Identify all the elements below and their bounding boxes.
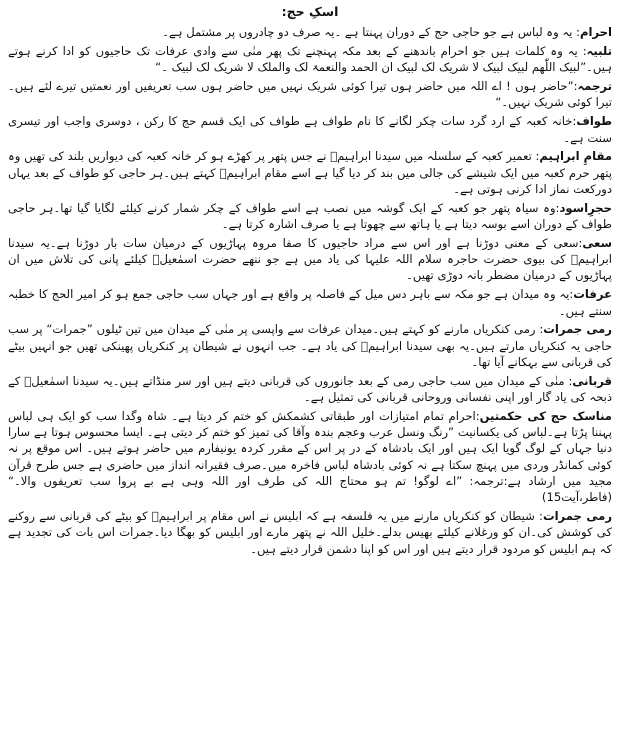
quran-reference: (فاطر،آیت15)	[541, 490, 612, 505]
term-arafat: عرفات	[573, 287, 612, 302]
term-rami-jamarat: رمی جمرات	[543, 322, 612, 337]
term-qurbani: قربانی	[572, 373, 612, 388]
text-talbiya: : یہ وہ کلمات ہیں جو احرام باندھنے کے بعد مکہ پہنچنے تک پھر منٰی سے وادی عرفات تک حاجیوں کو ادا کرنے ہوتے ہیں۔”لبیک اللّٰھم لبیک لبیک لا شریک لک لبیک ان الحمد والنعمۃ لک والملک لا شریک لک لبیک ۔“	[8, 44, 612, 75]
term-ihram: احرام	[579, 25, 612, 40]
paragraph-translation	[8, 78, 612, 111]
page-title: اسکِ حج:	[281, 4, 339, 19]
term-tawaf: طواف	[576, 114, 612, 129]
paragraph-qurbani	[8, 373, 612, 406]
term-sai: سعی	[582, 235, 612, 250]
paragraph-arafat	[8, 286, 612, 319]
term-talbiya: تلبیہ	[586, 44, 612, 59]
paragraph-rami-jamarat	[8, 321, 612, 370]
text-rami-philosophy: : شیطان کو کنکریاں مارنے میں یہ فلسفہ ہے کہ ابلیس نے اس مقام پر ابراہیمؑ کو بیٹے کی قربانی سے روکنے کی کوشش کی۔ان کو ورغلانے کیلئے بھیس بدلے۔خلیل اللہ نے پتھر مارے اور ابلیس کو بھگا دیا۔جمرات اس بات کی تجدید ہے کہ ہم ابلیس کو مردود قرار دیتے ہیں اور اس کو اپنا دشمن قرار دیتے ہیں۔	[8, 509, 612, 556]
paragraph-tawaf	[8, 113, 612, 146]
paragraph-sai	[8, 235, 612, 284]
term-rami-philosophy: رمی جمرات	[542, 509, 612, 524]
text-qurbani: : منٰی کے میدان میں سب حاجی رمی کے بعد جانوروں کی قربانی دیتے ہیں اور سر منڈاتے ہیں۔یہ سیدنا اسمٰعیلؑ کے ذبحہ کی یاد گار اور اپنی نفسانی وروحانی قربانی کی تمثیل ہے۔	[8, 373, 612, 405]
term-hikmat: مناسک حج کی حکمتیں	[479, 408, 612, 423]
paragraph-maqam-ibrahim	[8, 148, 612, 197]
text-rami-jamarat: : رمی کنکریاں مارنے کو کہتے ہیں۔میدان عرفات سے واپسی پر منٰی کے میدان میں تین ٹیلوں ”جمرات“ پر سب حاجی یہ کنکریاں مارتے ہیں۔یہ بھی سیدنا ابراہیمؑ کی یاد ہے۔ جب انہوں نے شیطان پر کنکریاں پھینکی تھیں جو انہیں بیٹے کی قربانی سے بہکانے آیا تھا۔	[8, 322, 612, 369]
paragraph-ihram	[8, 24, 612, 40]
paragraph-hikmat	[8, 408, 612, 506]
term-translation: ترجمہ	[577, 79, 612, 94]
text-sai: :سعی کے معنی دوڑنا ہے اور اس سے مراد حاجیوں کا صفا مروہ پہاڑیوں کے درمیان سات بار دوڑنا ہے۔یہ سیدنا ابراہیمؑ کی بیوی حضرت حاجرہ سلام اللہ علیہا کی یاد میں ہے جو ننھے حضرت اسمٰعیلؑ کیلئے پانی کی تلاش میں ان پہاڑیوں کے درمیان مضطر بانہ دوڑی تھیں۔	[8, 235, 612, 283]
text-hajar-aswad: :وہ سیاہ پتھر جو کعبہ کے ایک گوشہ میں نصب ہے اسے طواف کے چکر شمار کرنے کیلئے لگایا گیا تھا۔ہر حاجی طواف کے دوران اسے بوسہ دیتا ہے یا ہاتھ سے چھوتا ہے یا صرف اشارہ کرتا ہے۔	[8, 200, 612, 232]
term-hajar-aswad: حجرِاسود	[559, 200, 612, 215]
text-tawaf: :خانہ کعبہ کے ارد گرد سات چکر لگانے کا نام طواف ہے طواف کی ایک قسم حج کا رکن ، دوسری واجب اور تیسری سنت ہے۔	[8, 114, 612, 145]
text-hikmat: :احرام تمام امتیازات اور طبقاتی کشمکش کو ختم کر دیتا ہے۔ شاہ وگدا سب کو ایک ہی لباس پہننا پڑتا ہے۔لباس کی یکسانیت ”رنگ ونسل عرب وعجم بندہ وآقا کی تمیز کو ختم کر دیتی ہے۔ ایسا محسوس ہوتا ہے سارا دنیا جہاں کے لوگ گویا ایک ہیں اور ایک بادشاہ کے در پر اس کے مقرر کردہ یونیفارم میں حاضر ہوتے ہیں۔ اس موقع پر نہ کوئی کمانڈر وردی میں پہنچ سکتا ہے نہ کوئی بادشاہ لباس فاخرہ میں۔صرف فقیرانہ انداز میں حاضری ہے جس طرح قرآن مجید میں ارشاد ہے:ترجمہ: ”اے لوگو! تم ہو محتاج اللہ کی طرف اور اللہ وہی ہے بے پروا سب تعریفوں والا۔“	[8, 408, 612, 489]
paragraph-talbiya	[8, 43, 612, 76]
text-arafat: :یہ وہ میدان ہے جو مکہ سے باہر دس میل کے فاصلہ پر واقع ہے اور جہاں سب حاجی جمع ہو کر امیر الحج کا خطبہ سنتے ہیں۔	[8, 287, 612, 318]
text-maqam-ibrahim: : تعمیر کعبہ کے سلسلہ میں سیدنا ابراہیمؑ نے جس پتھر پر کھڑے ہو کر خانہ کعبہ کی دیواریں بلند کی تھیں وہ پتھر حرم کعبہ میں ایک شیشے کی جالی میں بند کر دیا گیا ہے اسے مقام ابراہیمؑ کہتے ہیں۔ہر حاجی کو طواف کے بعد یہاں دورکعت نماز ادا کرنی ہوتی ہے۔	[8, 149, 612, 196]
paragraph-hajar-aswad	[8, 200, 612, 233]
paragraph-rami-philosophy	[8, 508, 612, 557]
text-translation: :”حاضر ہوں ! اے اللہ میں حاضر ہوں تیرا کوئی شریک نہیں میں حاضر ہوں سب تعریفیں اور نعمتیں تیرے لئے ہیں۔تیرا کوئی شریک نہیں۔“	[8, 79, 612, 110]
term-maqam-ibrahim: مقامِ ابراہیم	[539, 149, 612, 164]
text-ihram: : یہ وہ لباس ہے جو حاجی حج کے دوران پہنتا ہے ۔یہ صرف دو چادروں پر مشتمل ہے۔	[162, 25, 580, 40]
